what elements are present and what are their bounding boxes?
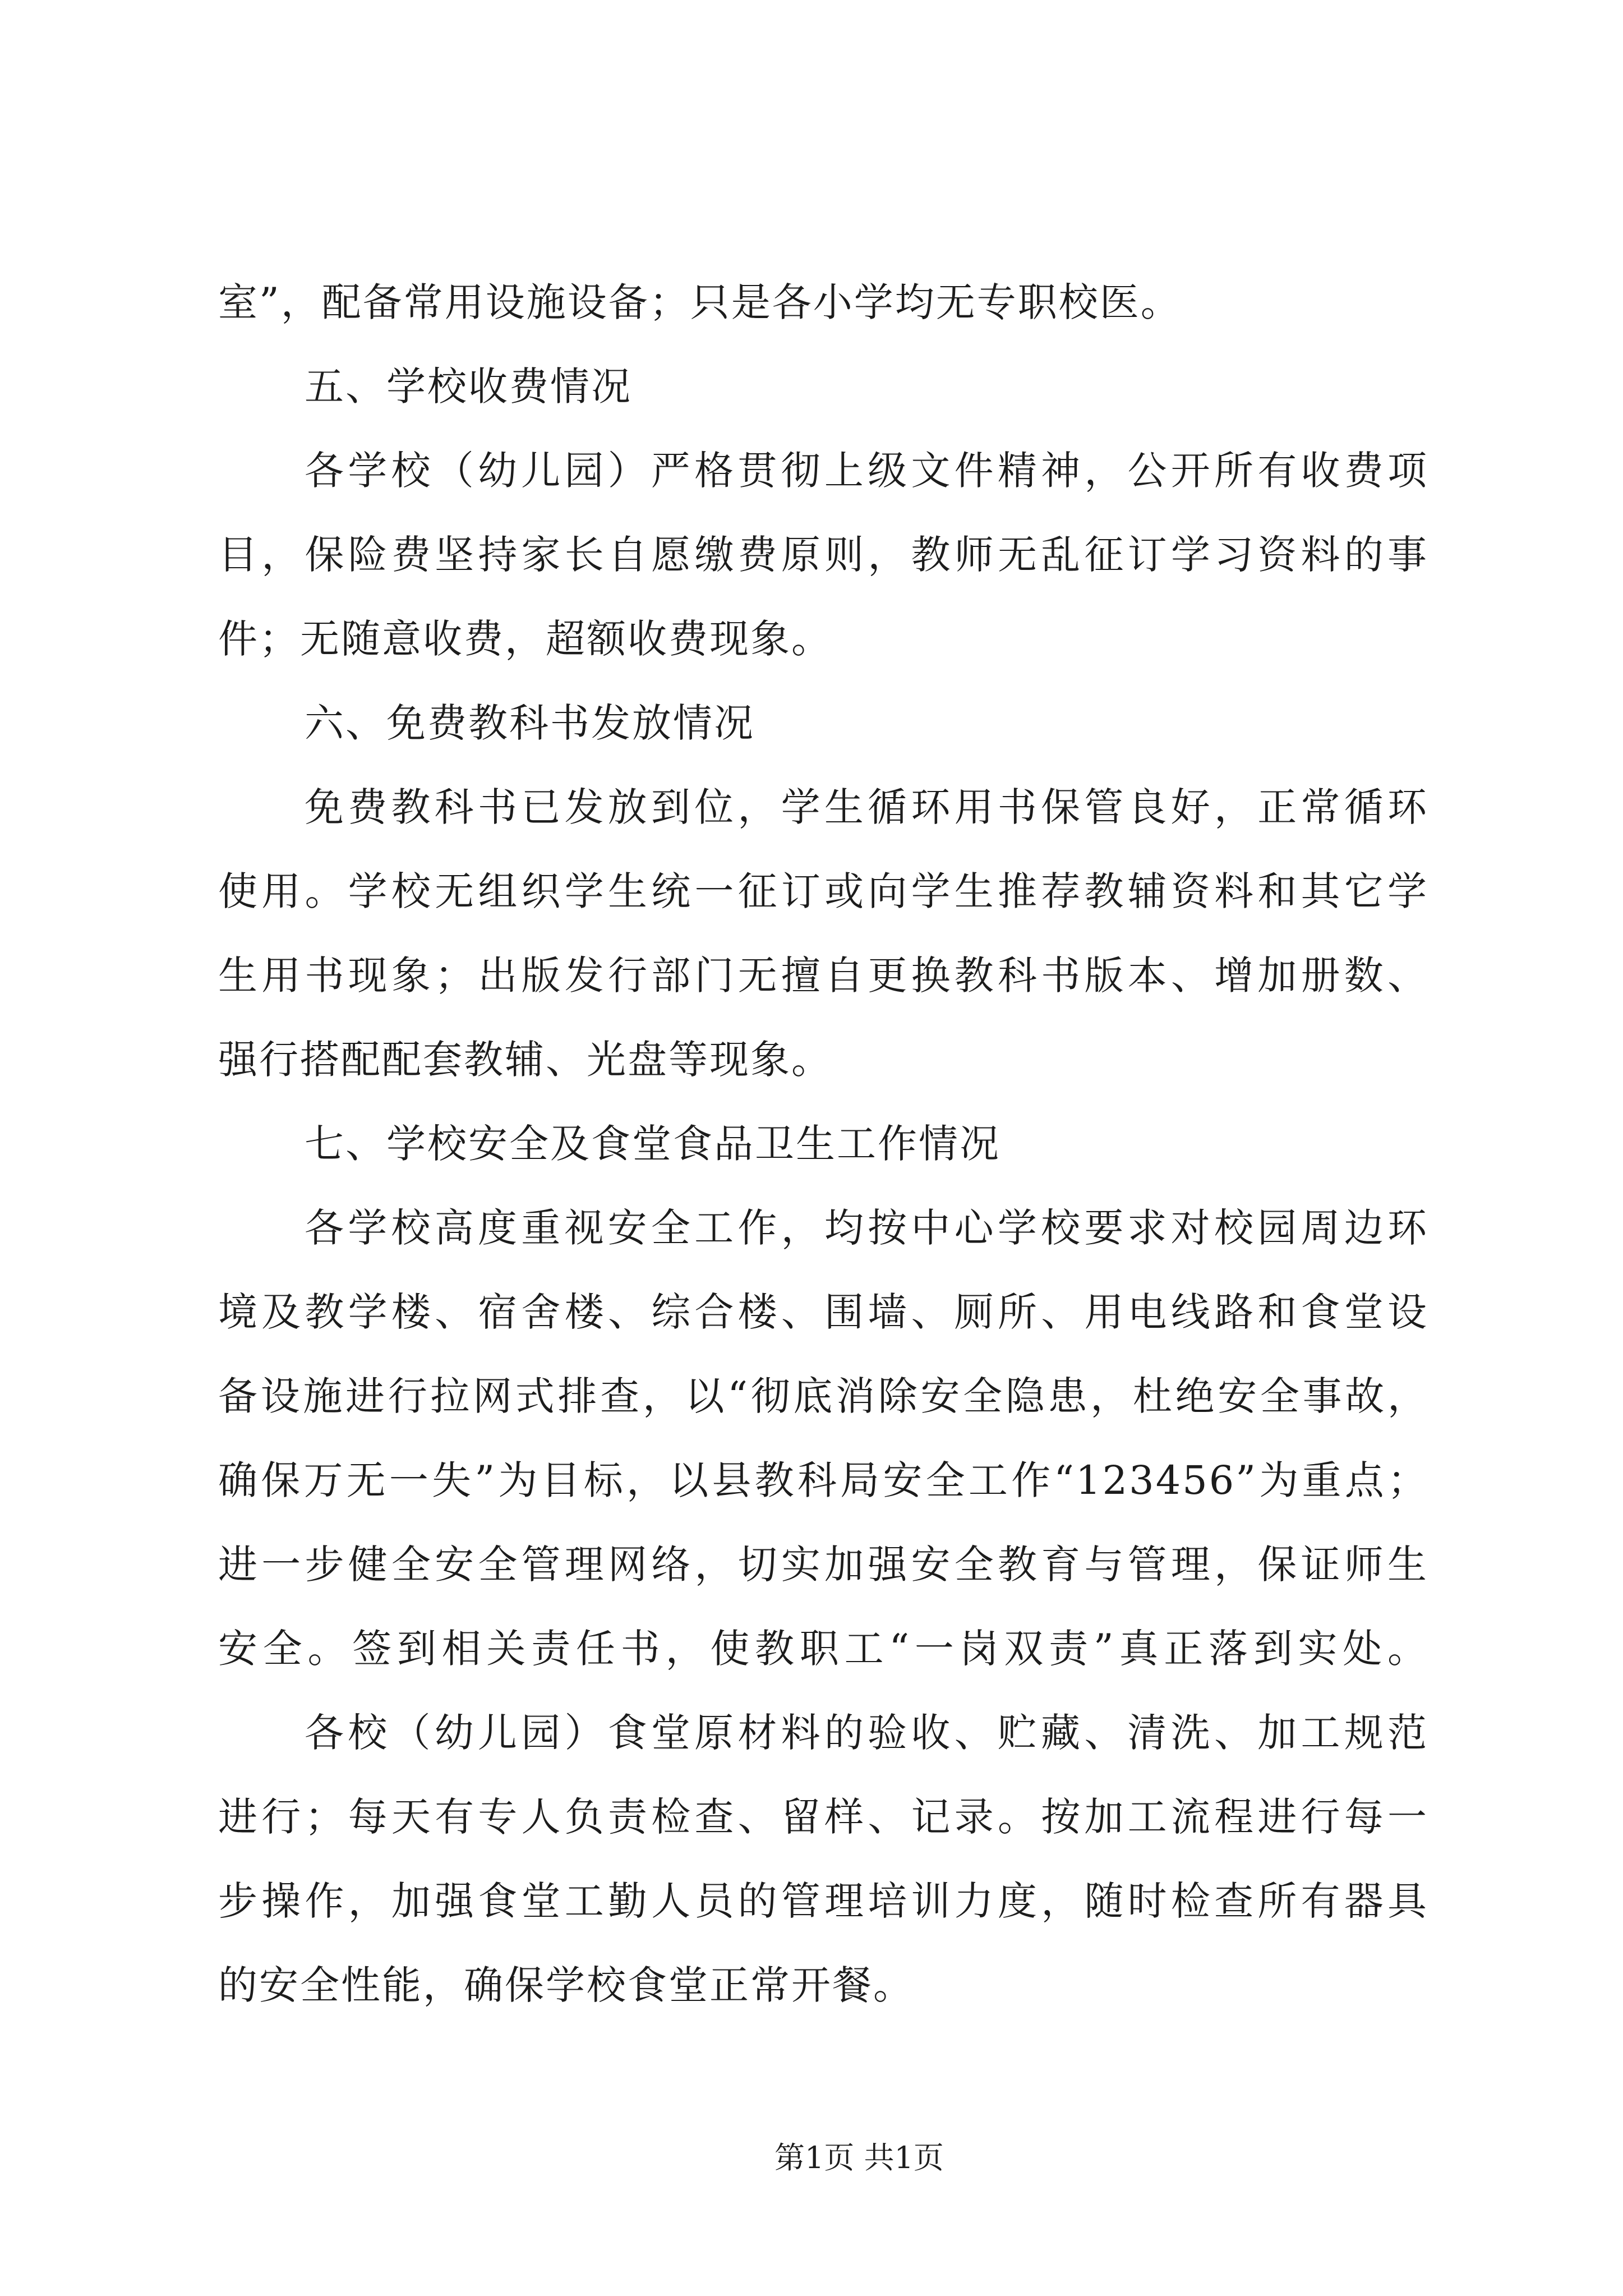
section-heading: 五、学校收费情况 (305, 364, 632, 409)
section-textbooks (218, 681, 1428, 1102)
text-line: 件；无随意收费，超额收费现象。 (218, 616, 832, 662)
text-line: 强行搭配配套教辅、光盘等现象。 (218, 1037, 832, 1083)
text-line: 室”，配备常用设施设备；只是各小学均无专职校医。 (218, 279, 1182, 325)
text-line: 进行；每天有专人负责检查、留样、记录。按加工流程进行每一 (218, 1794, 1428, 1840)
section-heading: 七、学校安全及食堂食品卫生工作情况 (305, 1121, 1000, 1167)
text-line: 免费教科书已发放到位，学生循环用书保管良好，正常循环 (305, 784, 1428, 830)
text-line: 使用。学校无组织学生统一征订或向学生推荐教辅资料和其它学 (218, 868, 1428, 914)
text-line: 安全。签到相关责任书，使教职工“一岗双责”真正落到实处。 (218, 1626, 1428, 1672)
text-line: 步操作，加强食堂工勤人员的管理培训力度，随时检查所有器具 (218, 1878, 1428, 1924)
text-line: 各校（幼儿园）食堂原材料的验收、贮藏、清洗、加工规范 (305, 1710, 1428, 1756)
text-line: 确保万无一失”为目标，以县教科局安全工作“123456”为重点； (218, 1457, 1428, 1503)
text-line: 目，保险费坚持家长自愿缴费原则，教师无乱征订学习资料的事 (218, 532, 1428, 578)
paragraph (218, 1186, 1428, 1691)
paragraph (218, 1691, 1428, 2027)
document-body (218, 260, 1428, 2027)
section-heading: 六、免费教科书发放情况 (305, 700, 755, 746)
text-line: 各学校（幼儿园）严格贯彻上级文件精神，公开所有收费项 (305, 448, 1428, 494)
page-footer: 第1页 共1页 (774, 2140, 944, 2175)
text-line: 的安全性能，确保学校食堂正常开餐。 (218, 1962, 914, 2008)
paragraph-continued (218, 260, 1428, 344)
text-line: 备设施进行拉网式排查，以“彻底消除安全隐患，杜绝安全事故， (218, 1373, 1428, 1419)
section-safety (218, 1102, 1428, 2027)
paragraph (218, 429, 1428, 681)
text-line: 进一步健全安全管理网络，切实加强安全教育与管理，保证师生 (218, 1542, 1428, 1588)
text-line: 境及教学楼、宿舍楼、综合楼、围墙、厕所、用电线路和食堂设 (218, 1289, 1428, 1335)
text-line: 生用书现象；出版发行部门无擅自更换教科书版本、增加册数、 (218, 953, 1428, 999)
paragraph (218, 765, 1428, 1102)
section-fees (218, 344, 1428, 681)
text-line: 各学校高度重视安全工作，均按中心学校要求对校园周边环 (305, 1205, 1428, 1251)
